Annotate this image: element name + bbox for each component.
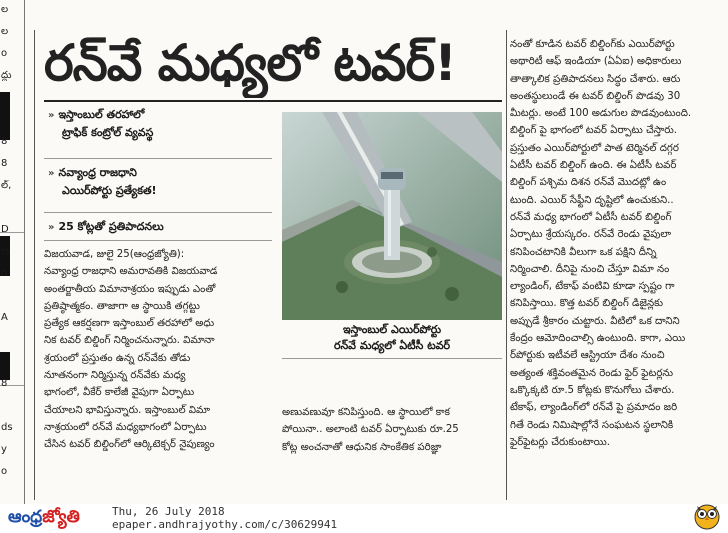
strip-fragment: ల	[1, 4, 9, 15]
strip-fragment: o	[1, 48, 8, 59]
body-line: నవ్యాంధ్ర రాజధాని అమరావతికి విజయవాడ	[44, 266, 218, 278]
airport-rendering-image	[282, 112, 502, 320]
strip-fragment: o	[1, 466, 8, 477]
body-line: నూతనంగా నిర్మిస్తున్న రన్‌వేకు మధ్య	[44, 370, 186, 382]
body-line: ప్రత్యేక ఆకర్షణగా ఇస్తాంబుల్ తరహాలో అధు	[44, 318, 215, 330]
strip-fragment: 8	[1, 158, 8, 169]
body-line: ఏటీసీ టవర్ బిల్డింగ్ ఉంది. ఈ ఏటీసీ టవర్	[510, 160, 677, 172]
strip-fragment: ల	[1, 26, 9, 37]
body-line: నంతో కూడిన టవర్ బిల్డింగ్‌కు ఎయిర్‌పోర్టు	[510, 39, 675, 50]
body-column-2	[282, 404, 504, 456]
body-line: నిక టవర్ బిల్డింగ్ నిర్మించనున్నారు. విమానా	[44, 335, 215, 347]
body-line: విజయవాడ, జులై 25(ఆంధ్రజ్యోతి):	[44, 249, 185, 260]
strip-fragment: 8	[1, 378, 8, 389]
strip-fragment: n	[1, 268, 8, 279]
body-line: నాశ్రయంలో రన్‌వే మధ్యభాగంలో ఏర్పాటు	[44, 421, 207, 433]
strip-fragment: ds	[1, 422, 13, 433]
body-line: ల్యాండింగ్, టేకాఫ్ వంటివి కూడా స్పష్టం గా	[510, 281, 675, 293]
headline: రన్‌వే మధ్యలో టవర్!	[44, 34, 456, 92]
bullet-2: » నవ్యాంధ్ర రాజధాని ఎయిర్‌పోర్టు ప్రత్యేకత!	[48, 166, 157, 197]
body-line: ఏర్పాటు శ్రేయస్కరం. రన్‌వే రెండు వైపులా	[510, 229, 672, 241]
body-line: పోయినా.. అలాంటి టవర్ ఏర్పాటుకు రూ.25	[282, 424, 459, 436]
footer-meta	[112, 505, 337, 531]
body-line: శ్రయంలో ప్రస్తుతం ఉన్న రన్‌వేకు తోడు	[44, 352, 191, 364]
body-line: కోట్ల అంచనాతో ఆధునిక సాంకేతిక పరిజ్ఞా	[282, 441, 442, 453]
body-line: అణువణువూ కనిపిస్తుంది. ఆ స్థాయిలో కాక	[282, 407, 450, 418]
caption-divider	[282, 358, 502, 359]
body-line: అత్యంత శక్తివంతమైన రెండు ఫైర్ ఫైటర్లను	[510, 367, 674, 379]
airport-tower-photo	[282, 112, 502, 320]
body-line: టుంది. ఎయిర్ సేఫ్టీని దృష్టిలో ఉంచుకుని..	[510, 194, 674, 206]
column-rule-left	[34, 30, 35, 500]
andhrajyothy-logo: ఆంధ్రజ్యోతి	[8, 507, 80, 527]
photo-caption: ఇస్తాంబుల్ ఎయిర్‌పోర్టు రన్‌వే మధ్యలో ఏటీసీ టవర్	[333, 323, 451, 352]
body-line: ఒక్కొక్కటి రూ.5 కోట్లకు కొనుగోలు చేశారు.	[510, 384, 675, 396]
print-date: Thu, 26 July 2018	[112, 505, 225, 518]
bullet-arrow-icon: »	[48, 168, 55, 179]
body-line: భాగంలో, వీకేర్ కాలేజీ వైపుగా ఏర్పాటు	[44, 387, 195, 399]
body-line: గితే రెండు నిమిషాల్లోనే సంఘటన స్థలానికి	[510, 419, 674, 431]
body-line: మీటర్లు. అంటే 100 అడుగుల పొడవుంటుంది.	[510, 108, 692, 120]
bullet-arrow-icon: »	[48, 110, 55, 121]
bullet-divider	[44, 212, 272, 213]
column-rule-right	[506, 30, 507, 500]
epaper-url[interactable]: epaper.andhrajyothy.com/c/30629941	[112, 518, 338, 531]
strip-fragment: ల్,	[1, 180, 12, 191]
bullet-3: » 25 కోట్లతో ప్రతిపాదనలు	[48, 220, 164, 233]
body-line: ఫైర్‌ఫైటర్లు చేరుకుంటాయి.	[510, 436, 610, 448]
body-line: బిల్డింగ్ పశ్చిమ దిశన రన్‌వే మొదట్లో ఉం	[510, 177, 667, 189]
body-line: ప్రస్తుతం ఎయిర్‌పోర్టులో పాత టెర్మినల్ దగ్గర	[510, 142, 679, 154]
body-column-3	[510, 36, 722, 451]
body-line: అంతస్థులుండే ఈ టవర్ బిల్డింగ్ పొడవు 30	[510, 90, 681, 102]
strip-fragment: rs	[1, 246, 11, 257]
bullet-arrow-icon: »	[48, 222, 55, 233]
bullet-divider	[44, 158, 272, 159]
strip-fragment: 8	[1, 136, 8, 147]
footer-bar	[0, 505, 728, 533]
body-line: టేకాఫ్, ల్యాండింగ్‌లో రన్‌వే పై ప్రమాదం జరి	[510, 402, 678, 414]
body-line: చేసిన టవర్ బిల్డింగ్‌లో ఆర్కిటెక్చర్ నైపుణ్యం	[44, 439, 215, 451]
strip-fragment: D	[1, 224, 9, 235]
body-line: కేంద్రం ఆమోదించాల్సి ఉంటుంది. కాగా, ఎయి	[510, 333, 686, 345]
body-line: అథారిటీ ఆఫ్ ఇండియా (ఏఏఐ) అధికారులు	[510, 56, 682, 68]
owl-icon	[693, 500, 721, 530]
adjacent-article-strip	[0, 0, 25, 504]
strip-fragment: y	[1, 444, 7, 455]
body-line: కనిపిస్తాయి. కొత్త టవర్ బిల్డింగ్ డిజైన్లకు	[510, 298, 663, 310]
body-line: కనిపించటానికి వీలుగా ఒక పక్షిని దీన్ని	[510, 246, 657, 258]
strip-fragment: A	[1, 312, 8, 323]
body-line: నిర్మించాలి. దీనిపై నుంచి చేస్తూ విమా నం	[510, 263, 670, 275]
bullet-1: » ఇస్తాంబుల్ తరహాలో ట్రాఫిక్ కంట్రోల్ వ్యవస్థ	[48, 108, 154, 139]
body-line: ప్రతిష్ఠాత్మకం. తాజాగా ఆ స్థాయికి తగ్గట్టు	[44, 300, 200, 312]
bullet-divider	[44, 240, 272, 241]
strip-fragment: ద్దు	[1, 70, 12, 81]
body-line: అప్పుడే శ్రీకారం చుట్టారు. వీటిలో ఒక దానిని	[510, 315, 680, 327]
body-column-1	[44, 246, 276, 454]
body-line: ర్‌పోర్టుకు ఇటీవలే ఆస్ట్రియా దేశం నుంచి	[510, 350, 665, 362]
body-line: బిల్డింగ్ పై భాగంలో టవర్ ఏర్పాటు చేస్తారు.	[510, 125, 678, 137]
body-line: అంతర్జాతీయ విమానాశ్రయం ఇప్పుడు ఎంతో	[44, 283, 216, 295]
headline-rule	[44, 100, 502, 102]
body-line: రన్‌వే మధ్య భాగంలో ఏటీసీ టవర్ బిల్డింగ్	[510, 211, 672, 223]
body-line: తాత్కాలిక ప్రతిపాదనలు సిద్ధం చేశారు. ఆరు	[510, 73, 681, 85]
body-line: చేయాలని భావిస్తున్నారు. ఇస్తాంబుల్ విమా	[44, 404, 211, 416]
